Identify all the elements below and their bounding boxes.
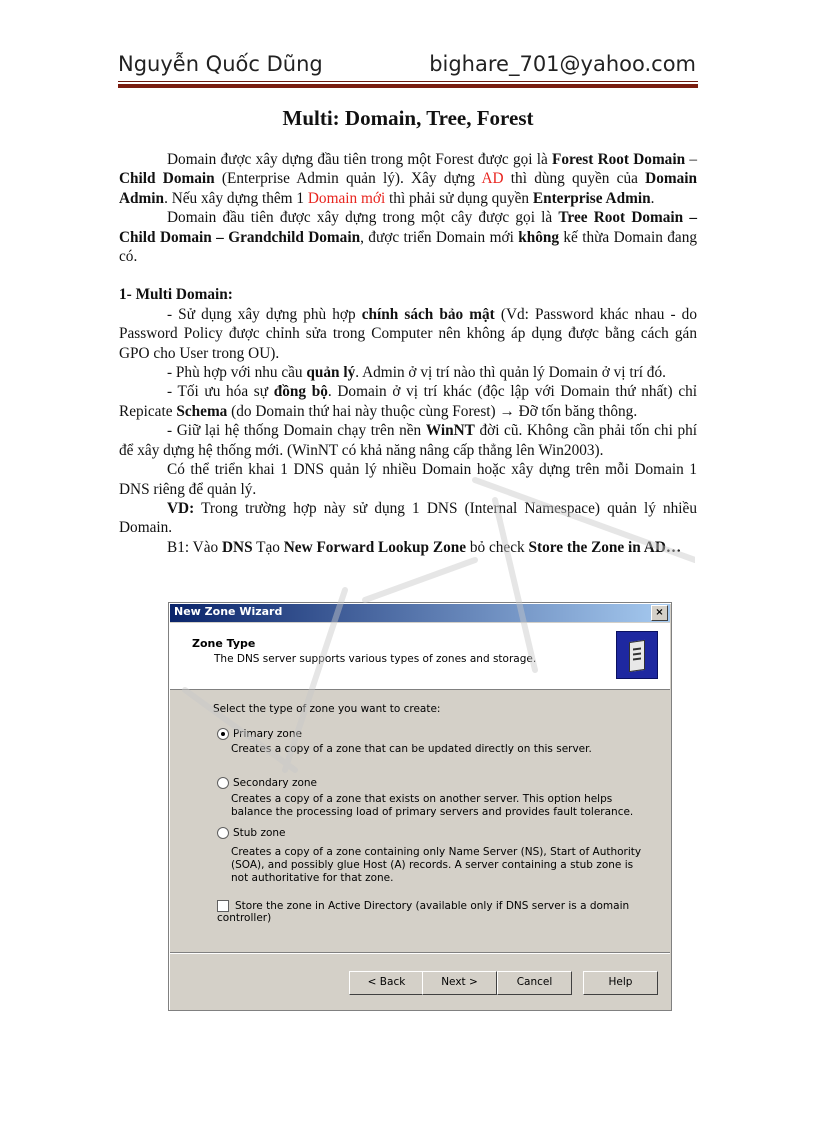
paragraph-step1: B1: Vào DNS Tạo New Forward Lookup Zone bỏ check Store the Zone in AD… [167,538,682,556]
primary-zone-option[interactable] [217,728,302,740]
document-title: Multi: Domain, Tree, Forest [282,106,534,130]
close-icon[interactable]: × [651,605,668,621]
paragraph-tree-root: Domain đầu tiên được xây dựng trong một cây được gọi là Tree Root Domain – Child Domain – Grandchild Domain, được triển Domain mới không kế thừa Domain đang có. [119,209,697,266]
bullet-winnt: - Giữ lại hệ thống Domain chạy trên nền WinNT đời cũ. Không cần phải tốn chi phí để xây dựng hệ thống mới. (WinNT có khả năng nâng cấp thẳng lên Win2003). [119,422,697,459]
bullet-sync: - Tối ưu hóa sự đồng bộ. Domain ở vị trí khác (độc lập với Domain thứ nhất) chỉ Repicate Schema (do Domain thứ hai này thuộc cùng Forest) → Đỡ tốn băng thông. [119,383,698,420]
primary-zone-label: Primary zone [233,728,302,740]
primary-zone-desc: Creates a copy of a zone that can be updated directly on this server. [231,743,592,755]
cancel-button[interactable]: Cancel [497,971,572,995]
author-email: bighare_701@yahoo.com [429,52,696,76]
stub-zone-radio[interactable] [217,827,229,839]
document-body [119,150,697,557]
dns-server-icon [616,631,658,679]
bullet-security: - Sử dụng xây dựng phù hợp chính sách bảo mật (Vd: Password khác nhau - do Password Policy được chỉnh sửa trong Computer nên không áp dụng được bằng cách gán GPO cho User trong OU). [119,305,697,362]
primary-zone-radio[interactable] [217,728,229,740]
header-rule-thick [118,84,698,88]
new-zone-wizard-dialog [168,602,672,1011]
stub-zone-label: Stub zone [233,827,286,839]
back-button[interactable]: < Back [349,971,424,995]
bullet-management: - Phù hợp với nhu cầu quản lý. Admin ở vị trí nào thì quản lý Domain ở vị trí đó. [167,364,666,382]
secondary-zone-option[interactable] [217,777,317,789]
stub-zone-option[interactable] [217,827,286,839]
dialog-titlebar [170,604,670,622]
dialog-subheading: The DNS server supports various types of zones and storage. [214,653,537,665]
store-in-ad-label: Store the zone in Active Directory (available only if DNS server is a domain controller) [217,900,630,924]
section-heading: 1- Multi Domain: [119,286,233,304]
zone-type-question: Select the type of zone you want to create: [213,703,441,715]
secondary-zone-desc: Creates a copy of a zone that exists on another server. This option helps balance the processing load of primary servers and provides fault tolerance. [231,793,634,818]
secondary-zone-radio[interactable] [217,777,229,789]
next-button[interactable]: Next > [422,971,497,995]
dialog-heading: Zone Type [192,637,256,650]
dialog-header [170,623,670,690]
dialog-title: New Zone Wizard [174,605,283,618]
dialog-separator [170,952,670,954]
help-button[interactable]: Help [583,971,658,995]
stub-zone-desc: Creates a copy of a zone containing only Name Server (NS), Start of Authority (SOA), and possibly glue Host (A) records. A server containing a stub zone is not authoritative for that zone. [231,846,642,884]
paragraph-example: VD: Trong trường hợp này sử dụng 1 DNS (Internal Namespace) quản lý nhiều Domain. [119,499,697,537]
store-in-ad-checkbox-row[interactable] [217,900,671,924]
paragraph-dns: Có thể triển khai 1 DNS quản lý nhiều Domain hoặc xây dựng trên mỗi Domain 1 DNS riêng để quản lý. [119,461,697,498]
arrow-icon: → [499,402,515,420]
paragraph-forest-root: Domain được xây dựng đầu tiên trong một Forest được gọi là Forest Root Domain – Child Domain (Enterprise Admin quản lý). Xây dựng AD thì dùng quyền của Domain Admin. Nếu xây dựng thêm 1 Domain mới thì phải sử dụng quyền Enterprise Admin. [119,151,697,207]
header-rule-thin [118,81,698,82]
store-in-ad-checkbox[interactable] [217,900,229,912]
secondary-zone-label: Secondary zone [233,777,317,789]
author-name: Nguyễn Quốc Dũng [118,52,323,76]
